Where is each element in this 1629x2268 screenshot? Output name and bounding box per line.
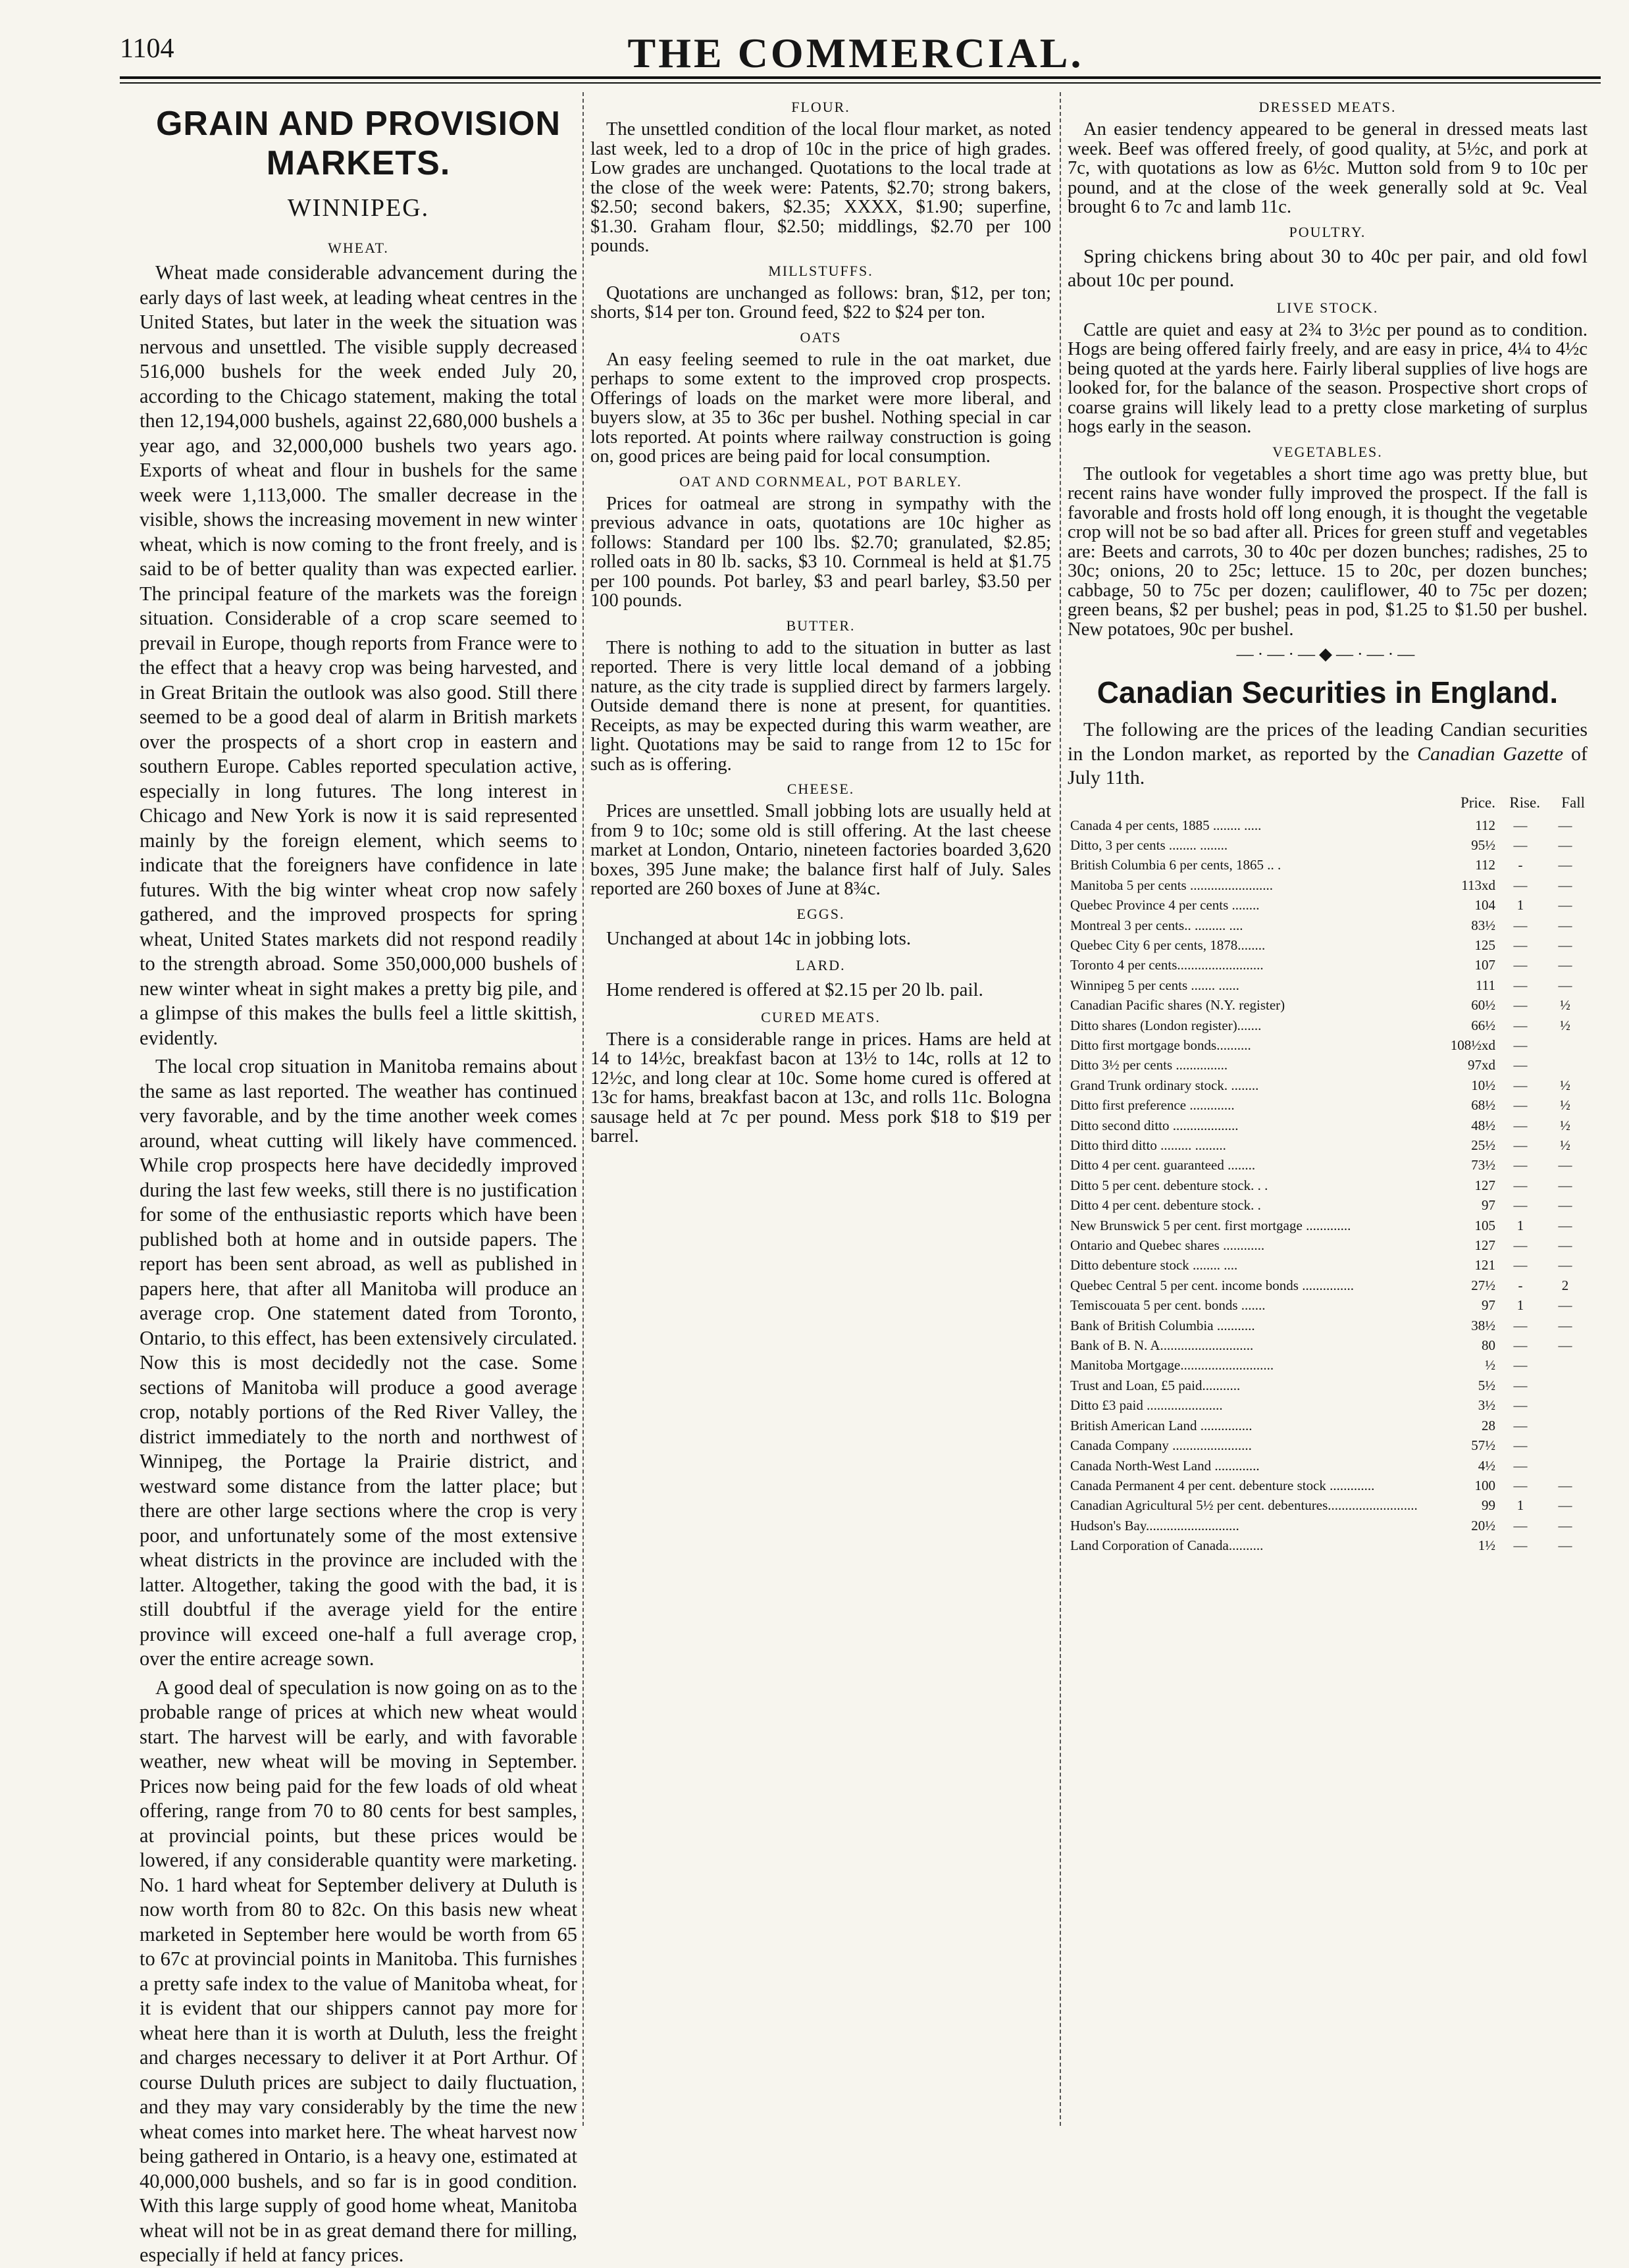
security-fall: — [1558,897,1572,914]
securities-table [1068,794,1588,1556]
table-row [1068,1135,1588,1155]
security-rise: — [1513,1377,1528,1393]
security-name: Quebec Central 5 per cent. income bonds ............... [1070,1277,1354,1293]
table-row [1068,1516,1588,1535]
security-price: 66½ [1471,1017,1495,1033]
security-fall: — [1558,1477,1572,1493]
security-price: 68½ [1471,1097,1495,1114]
security-price: 1½ [1478,1537,1495,1554]
security-price: 100 [1474,1477,1495,1493]
table-row [1068,1476,1588,1495]
oats-text: An easy feeling seemed to rule in the oat market, due perhaps to some extent to the improved crop prospects. Offerings of loads on the market were more liberal, and buyers slow, at 35 to 36c per bushel. Nothing special in car lots reported. At points where railway construction is going on, good prices are being paid for local consumption. [590,349,1051,467]
security-fall [1543,1416,1588,1435]
security-price: 60½ [1471,997,1495,1014]
table-row [1068,975,1588,995]
security-name: Bank of B. N. A........................... [1070,1337,1254,1354]
security-fall: ½ [1560,1077,1570,1093]
live-stock-text: Cattle are quiet and easy at 2¾ to 3½c per pound as to condition. Hogs are being offered fairly freely, and are easy in price, 4¼ to 4½c being quoted at the yards here. Fairly liberal supplies of live hogs are looked for, for the balance of the season. Prospective short crops of coarse grains will likely lead to a pretty close marketing of surplus hogs early in the season. [1068,319,1588,437]
security-name: Canada North-West Land ............. [1070,1457,1260,1474]
security-name: Ditto second ditto ................... [1070,1117,1239,1133]
security-fall: — [1558,1297,1572,1314]
security-rise: — [1513,1037,1528,1053]
flour-heading: FLOUR. [791,99,850,115]
security-name: Canadian Pacific shares (N.Y. register) [1070,997,1285,1014]
security-rise: — [1513,1117,1528,1133]
security-rise: — [1513,1537,1528,1554]
security-fall [1543,1055,1588,1075]
table-row [1068,1316,1588,1335]
security-name: Ditto first preference ............. [1070,1097,1235,1114]
security-price: 27½ [1471,1277,1495,1293]
securities-title: Canadian Securities in England. [1097,675,1559,709]
security-rise: — [1513,817,1528,833]
security-fall [1543,1376,1588,1395]
security-rise: 1 [1516,1497,1524,1514]
securities-header-row [1068,794,1588,815]
security-price: 112 [1475,857,1495,873]
security-fall: — [1558,1177,1572,1193]
security-name: Ditto 5 per cent. debenture stock. . . [1070,1177,1268,1193]
security-fall [1543,1395,1588,1415]
security-price: 125 [1474,937,1495,953]
cheese-text: Prices are unsettled. Small jobbing lots are usually held at from 9 to 10c; some old is still offering. At the last cheese market at London, Ontario, nineteen factories boarded 3,620 boxes, 395 June make; the balance first half of July. Sales reported are 260 boxes of June at 8¾c. [590,801,1051,899]
dressed-meats-text: An easier tendency appeared to be general in dressed meats last week. Beef was offered freely, of good quality, at 5½c, and pork at 7c, with quotations as low as 6½c. Mutton sold from 9 to 10c per pound, and at the close of the week generally sold at 9c. Veal brought 6 to 7c and lamb 11c. [1068,119,1588,217]
security-price: 99 [1482,1497,1495,1514]
article-dateline: WINNIPEG. [287,194,430,222]
security-fall: — [1558,977,1572,993]
millstuffs-heading: MILLSTUFFS. [768,262,873,279]
security-fall: — [1558,877,1572,893]
security-price: 10½ [1471,1077,1495,1093]
live-stock-heading: LIVE STOCK. [1276,299,1379,316]
security-fall: — [1558,957,1572,973]
security-name: Quebec Province 4 per cents ........ [1070,897,1260,914]
security-rise: — [1513,937,1528,953]
security-rise: — [1513,1457,1528,1474]
security-price: 5½ [1478,1377,1495,1393]
security-name: Manitoba 5 per cents ........................ [1070,877,1273,893]
security-rise: — [1513,1077,1528,1093]
security-rise: — [1513,1517,1528,1533]
security-fall: — [1558,857,1572,873]
security-rise: — [1513,1397,1528,1414]
publication-title: THE COMMERCIAL. [627,30,1084,76]
table-row [1068,1495,1588,1515]
security-rise: — [1513,1477,1528,1493]
security-name: Grand Trunk ordinary stock. ........ [1070,1077,1259,1093]
security-name: Montreal 3 per cents.. ......... .... [1070,917,1243,933]
column-divider [582,92,584,2126]
cheese-heading: CHEESE. [787,781,855,797]
security-name: Bank of British Columbia ........... [1070,1317,1255,1333]
security-name: British American Land ............... [1070,1417,1253,1433]
security-price: 3½ [1478,1397,1495,1414]
security-name: Ditto, 3 per cents ........ ........ [1070,837,1228,853]
oatmeal-heading: OAT AND CORNMEAL, POT BARLEY. [679,473,962,490]
cured-meats-heading: CURED MEATS. [761,1008,881,1025]
security-fall: — [1558,937,1572,953]
security-fall [1543,1435,1588,1455]
security-fall: — [1558,917,1572,933]
security-fall [1543,1355,1588,1375]
security-fall: — [1558,1337,1572,1354]
security-rise: — [1513,977,1528,993]
security-fall: — [1558,1197,1572,1214]
table-row [1068,1276,1588,1295]
security-name: Ditto 4 per cent. debenture stock. . [1070,1197,1261,1214]
table-row [1068,1195,1588,1215]
security-name: Land Corporation of Canada.......... [1070,1537,1264,1554]
securities-intro [1068,718,1588,790]
cured-meats-text: There is a considerable range in prices. Hams are held at 14 to 14½c, breakfast bacon at 13½ to 14c, rolls at 12 to 12½c, and long clear at 10c. Some home cured is offered at 13c for hams, breakfast bacon at 13c, and rolls 11c. Bologna sausage held at 7c per pound. Mess pork $18 to $19 per barrel. [590,1029,1051,1147]
security-name: Canada Company ....................... [1070,1437,1252,1454]
security-price: 113xd [1461,877,1495,893]
security-rise: — [1513,837,1528,853]
vegetables-heading: VEGETABLES. [1272,443,1383,460]
security-name: Canadian Agricultural 5½ per cent. debentures.......................... [1070,1497,1418,1514]
security-rise: — [1513,1177,1528,1193]
dressed-meats-heading: DRESSED MEATS. [1258,99,1397,115]
security-rise: — [1513,1097,1528,1114]
security-fall: — [1558,1157,1572,1173]
table-row [1068,1116,1588,1135]
security-rise: — [1513,1337,1528,1354]
security-rise: — [1513,1017,1528,1033]
security-fall: — [1558,1497,1572,1514]
security-price: 104 [1474,897,1495,914]
security-price: 97 [1482,1197,1495,1214]
security-price: 107 [1474,957,1495,973]
security-rise: — [1513,1417,1528,1433]
security-price: ½ [1485,1357,1495,1374]
security-rise: 1 [1516,1297,1524,1314]
security-name: Canada Permanent 4 per cent. debenture stock ............. [1070,1477,1375,1493]
security-name: Winnipeg 5 per cents ....... ...... [1070,977,1239,993]
security-fall: — [1558,1237,1572,1254]
column-1 [140,92,577,2266]
security-name: Quebec City 6 per cents, 1878........ [1070,937,1266,953]
security-price: 38½ [1471,1317,1495,1333]
securities-intro-date: of July 11th. [1068,742,1588,788]
table-row [1068,815,1588,835]
table-row [1068,1155,1588,1175]
table-row [1068,1055,1588,1075]
security-fall: — [1558,837,1572,853]
security-name: Ditto debenture stock ........ .... [1070,1257,1238,1274]
oatmeal-text: Prices for oatmeal are strong in sympathy with the previous advance in oats, quotations are 10c higher as follows: Standard per 100 lbs. $2.70; granulated, $2.85; rolled oats in 80 lb. sacks, $3 10. Cornmeal is held at $1.75 per 100 pounds. Pot barley, $3 and pearl barley, $3.50 per 100 pounds. [590,493,1051,611]
security-price: 121 [1474,1257,1495,1274]
security-fall: ½ [1560,1137,1570,1153]
security-rise: — [1513,1057,1528,1073]
table-row [1068,875,1588,895]
security-rise: 1 [1516,1217,1524,1233]
column-2 [590,92,1051,2126]
lard-heading: LARD. [796,957,846,973]
security-rise: — [1513,917,1528,933]
security-name: British Columbia 6 per cents, 1865 .. . [1070,857,1281,873]
table-row [1068,1255,1588,1275]
article-headline: GRAIN AND PROVISION MARKETS. [155,105,561,182]
table-row [1068,995,1588,1015]
security-price: 28 [1482,1417,1495,1433]
security-fall: — [1558,1257,1572,1274]
security-name: Ontario and Quebec shares ............ [1070,1237,1265,1254]
security-name: New Brunswick 5 per cent. first mortgage ............. [1070,1217,1351,1233]
security-price: 108½xd [1450,1037,1495,1053]
column-3 [1068,92,1588,2126]
table-row [1068,1416,1588,1435]
security-fall: — [1558,1217,1572,1233]
masthead [112,29,1599,75]
millstuffs-text: Quotations are unchanged as follows: bran, $12, per ton; shorts, $14 per ton. Ground feed, $22 to $24 per ton. [590,282,1051,322]
security-name: Ditto first mortgage bonds.......... [1070,1037,1251,1053]
security-fall: ½ [1560,1017,1570,1033]
security-fall: ½ [1560,1117,1570,1133]
security-fall [1543,1456,1588,1476]
security-price: 25½ [1471,1137,1495,1153]
security-fall: — [1558,1517,1572,1533]
security-fall: ½ [1560,1097,1570,1114]
security-name: Temiscouata 5 per cent. bonds ....... [1070,1297,1266,1314]
security-rise: 1 [1516,897,1524,914]
security-price: 57½ [1471,1437,1495,1454]
security-price: 127 [1474,1177,1495,1193]
security-price: 95½ [1471,837,1495,853]
security-rise: — [1513,877,1528,893]
wheat-paragraph-1: Wheat made considerable advancement during the early days of last week, at leading wheat centres in the United States, but later in the week the situation was nervous and unsettled. The visible supply decreased 516,000 bushels for the week ended July 20, according to the Chicago statement, making the total then 12,194,000 bushels, against 22,680,000 bushels a year ago, and 32,000,000 bushels two years ago. Exports of wheat and flour in bushels for the same week were 1,113,000. The smaller decrease in the visible, shows the increasing movement in new winter wheat, which is now coming to the front freely, and is said to be of better quality than was expected earlier. The principal feature of the markets was the foreign situation. Considerable of a crop scare seemed to prevail in Europe, though reports from France were to the effect that a heavy crop was being harvested, and in Great Britain the outlook was also good. Still there seemed to be a good deal of alarm in British markets over the prospects of a short crop in eastern and southern Europe. Cables reported speculation active, especially in long futures. The long interest in Chicago and New York is now it is said represented mainly by the foreign element, which seems to indicate that the foreigners have confidence in late futures. With the big winter wheat crop now safely gathered, and the improved prospects for spring wheat, United States markets did not respond readily to the strength abroad. Some 350,000,000 bushels of new winter wheat in sight makes a pretty big pile, and a glimpse of this makes the bulls feel a little skittish, evidently. [140,261,577,1049]
security-fall: — [1558,1537,1572,1554]
table-row [1068,1456,1588,1476]
table-row [1068,835,1588,855]
table-row [1068,1216,1588,1235]
security-price: 111 [1476,977,1495,993]
security-price: 105 [1474,1217,1495,1233]
security-name: Manitoba Mortgage........................... [1070,1357,1274,1374]
column-header-fall: Fall [1561,794,1585,811]
security-price: 20½ [1471,1517,1495,1533]
security-rise: — [1513,1257,1528,1274]
security-rise: — [1513,957,1528,973]
page-number: 1104 [120,34,174,64]
table-row [1068,895,1588,915]
poultry-text: Spring chickens bring about 30 to 40c per pair, and old fowl about 10c per pound. [1068,245,1588,291]
table-row [1068,1016,1588,1035]
security-price: 127 [1474,1237,1495,1254]
security-fall: — [1558,817,1572,833]
poultry-heading: POULTRY. [1289,223,1366,240]
column-header-rise: Rise. [1509,794,1540,811]
security-rise: — [1513,1137,1528,1153]
oats-heading: OATS [800,328,842,346]
security-price: 97 [1482,1297,1495,1314]
eggs-heading: EGGS. [796,905,845,922]
security-price: 112 [1475,817,1495,833]
table-row [1068,1295,1588,1315]
table-row [1068,1395,1588,1415]
gazette-name: Canadian Gazette [1417,742,1564,765]
wheat-heading: WHEAT. [328,240,389,256]
table-row [1068,915,1588,935]
column-divider [1060,92,1061,2126]
table-row [1068,1095,1588,1115]
table-row [1068,1535,1588,1555]
butter-text: There is nothing to add to the situation in butter as last reported. There is very little local demand of a jobbing nature, as the city trade is supplied direct by farmers largely. Outside demand there is none at present, for quantities. Receipts, as may be expected during this warm weather, are light. Quotations may be said to range from 12 to 15c for such as is offering. [590,637,1051,775]
eggs-text: Unchanged at about 14c in jobbing lots. [606,927,912,949]
security-rise: - [1518,1277,1523,1293]
table-row [1068,1175,1588,1195]
security-name: Ditto 3½ per cents ............... [1070,1057,1228,1073]
table-row [1068,1235,1588,1255]
security-name: Toronto 4 per cents......................... [1070,957,1264,973]
masthead-rule-thin [120,82,1601,84]
table-row [1068,1435,1588,1455]
table-row [1068,1355,1588,1375]
security-fall: — [1558,1317,1572,1333]
security-price: 4½ [1478,1457,1495,1474]
table-row [1068,935,1588,955]
security-rise: — [1513,1357,1528,1374]
security-rise: — [1513,1237,1528,1254]
security-name: Ditto shares (London register)....... [1070,1017,1262,1033]
section-ornament: —·—·—◆—·—·— [1236,644,1419,663]
table-row [1068,1376,1588,1395]
security-price: 80 [1482,1337,1495,1354]
security-name: Ditto £3 paid ...................... [1070,1397,1223,1414]
security-rise: — [1513,1317,1528,1333]
securities-table-body [1068,815,1588,1556]
security-price: 73½ [1471,1157,1495,1173]
security-name: Ditto third ditto ......... ......... [1070,1137,1226,1153]
security-rise: — [1513,1157,1528,1173]
security-fall: ½ [1560,997,1570,1014]
table-row [1068,855,1588,875]
flour-text: The unsettled condition of the local flour market, as noted last week, led to a drop of 10c in the price of high grades. Low grades are unchanged. Quotations to the local trade at the close of the week were: Patents, $2.70; strong bakers, $2.50; second bakers, $2.35; XXXX, $1.90; superfine, $1.30. Graham flour, $2.50; middlings, $2.70 per 100 pounds. [590,119,1051,256]
security-rise: — [1513,1437,1528,1454]
table-row [1068,1335,1588,1355]
security-name: Hudson's Bay........................... [1070,1517,1239,1533]
table-row [1068,1035,1588,1055]
security-rise: — [1513,1197,1528,1214]
table-row [1068,1075,1588,1095]
security-price: 83½ [1471,917,1495,933]
masthead-rule [120,76,1601,79]
security-name: Ditto 4 per cent. guaranteed ........ [1070,1157,1256,1173]
wheat-paragraph-2: The local crop situation in Manitoba remains about the same as last reported. The weather has continued very favorable, and by the time another week comes around, wheat cutting will likely have commenced. While crop prospects here have decidedly improved during the last few weeks, still there is no justification for some of the enthusiastic reports which have been published both at home and in outside papers. The report has been sent abroad, as well as published in papers here, that after all Manitoba will produce an average crop. One statement dated from Toronto, Ontario, to this effect, has been extensively circulated. Now this is most decidedly not the case. Some sections of Manitoba will produce a good average crop, notably portions of the Red River Valley, the district immediately to the north and northwest of Winnipeg, the Portage la Prairie district, and westward some distance from the latter place; but there are other large sections where the crop is very poor, and unfortunately some of the most extensive wheat districts in the province are included with the latter. Altogether, taking the good with the bad, it is still doubtful if the average yield for the entire province will exceed one-half a full average crop, over the entire acreage sown. [140,1055,577,1670]
column-header-name [1068,794,1447,815]
column-header-price: Price. [1460,794,1495,811]
butter-heading: BUTTER. [786,617,856,634]
security-fall [1543,1035,1588,1055]
securities-intro-text: The following are the prices of the leading Candian securities in the London market, as reported by the [1068,719,1588,765]
security-name: Trust and Loan, £5 paid........... [1070,1377,1241,1393]
wheat-paragraph-3: A good deal of speculation is now going on as to the probable range of prices at which new wheat would start. The harvest will be early, and with favorable weather, new wheat will be moving in September. Prices now being paid for the few loads of old wheat offering, range from 70 to 80 cents for best samples, at provincial points, but these prices would be lowered, if any considerable quantity were marketing. No. 1 hard wheat for September delivery at Duluth is now worth from 80 to 82c. On this basis new wheat marketed in September here would be worth from 65 to 67c at provincial points in Manitoba. This furnishes a pretty safe index to the value of Manitoba wheat, for it is evident that our shippers cannot pay more for wheat here than it is worth at Duluth, less the freight and charges necessary to deliver it at Port Arthur. Of course Duluth prices are subject to daily fluctuation, and they may vary considerably by the time the new wheat comes into market here. The wheat harvest now being gathered in Ontario, is a heavy one, estimated at 40,000,000 bushels, and so far is in good condition. With this large supply of good home wheat, Manitoba wheat will not be in as great demand there for milling, especially if held at fancy prices. [140,1676,577,2266]
vegetables-text: The outlook for vegetables a short time ago was pretty blue, but recent rains have wonder fully improved the prospect. If the fall is favorable and frosts hold off long enough, it is thought the vegetable crop will not be so bad after all. Prices for green stuff and vegetables are: Beets and carrots, 30 to 40c per dozen bunches; radishes, 25 to 30c; onions, 20 to 25c; lettuce. 15 to 20c, per dozen bunches; cabbage, 50 to 75c per dozen; cauliflower, 40 to 75c per dozen; green beans, $2 per bushel; peas in pod, $1.25 to $1.50 per bushel. New potatoes, 90c per bushel. [1068,463,1588,640]
security-rise: - [1518,857,1523,873]
table-row [1068,955,1588,975]
security-price: 97xd [1468,1057,1495,1073]
security-fall: 2 [1561,1277,1569,1293]
security-price: 48½ [1471,1117,1495,1133]
security-rise: — [1513,997,1528,1014]
lard-text: Home rendered is offered at $2.15 per 20 lb. pail. [606,979,983,1000]
security-name: Canada 4 per cents, 1885 ........ ..... [1070,817,1262,833]
